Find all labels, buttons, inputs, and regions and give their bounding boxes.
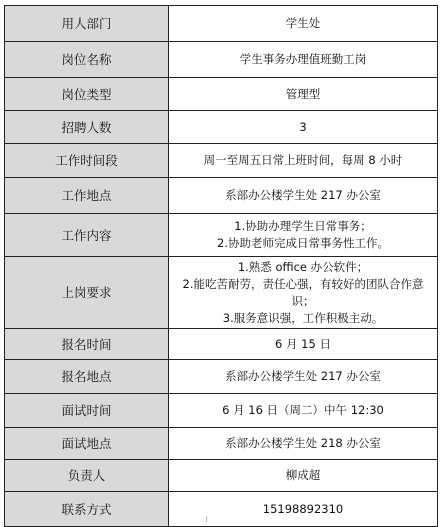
row-value	[169, 78, 438, 111]
row-label: 工作内容	[5, 214, 169, 257]
row-value	[169, 492, 438, 527]
value-line: 识；	[291, 293, 315, 308]
table-row	[5, 394, 438, 428]
value-line: 柳成超	[285, 468, 321, 482]
row-value	[169, 178, 438, 214]
row-value	[169, 428, 438, 460]
row-value	[169, 214, 438, 257]
value-line: 3	[299, 119, 307, 134]
value-line: 15198892310	[262, 501, 344, 516]
table-row	[5, 460, 438, 492]
row-label: 面试地点	[5, 428, 169, 460]
value-line: 学生事务办理值班勤工岗	[239, 52, 367, 66]
row-label: 上岗要求	[5, 257, 169, 329]
row-label: 岗位名称	[5, 42, 169, 78]
value-line: 3.服务意识强，工作积极主动。	[222, 310, 384, 325]
value-line: 管理型	[285, 86, 321, 101]
table-row	[5, 360, 438, 394]
table-row	[5, 428, 438, 460]
value-line: 学生处	[285, 16, 321, 30]
row-value	[169, 394, 438, 428]
table-row	[5, 42, 438, 78]
row-label: 面试时间	[5, 394, 169, 428]
table-row	[5, 329, 438, 360]
value-line: 6 月 16 日（周二）中午 12:30	[222, 403, 384, 417]
value-line: 6 月 15 日	[275, 336, 331, 351]
value-line: 系部办公楼学生处 217 办公室	[225, 369, 381, 383]
row-label: 工作地点	[5, 178, 169, 214]
value-line: 2.协助老师完成日常事务性工作。	[217, 236, 389, 250]
row-label: 负责人	[5, 460, 169, 492]
row-value	[169, 111, 438, 144]
row-value	[169, 360, 438, 394]
table-row	[5, 144, 438, 178]
job-posting-table	[4, 5, 438, 527]
table-row	[5, 492, 438, 527]
value-line: 1.协助办理学生日常事务；	[234, 219, 372, 233]
row-value	[169, 42, 438, 78]
row-label: 联系方式	[5, 492, 169, 527]
table-row	[5, 78, 438, 111]
row-value	[169, 257, 438, 329]
value-line: 系部办公楼学生处 217 办公室	[225, 188, 381, 202]
row-label: 报名地点	[5, 360, 169, 394]
row-value	[169, 329, 438, 360]
row-value	[169, 460, 438, 492]
value-line: 1.熟悉 office 办公软件；	[237, 259, 369, 274]
value-line: 周一至周五日常上班时间，每周 8 小时	[203, 153, 403, 167]
row-value	[169, 144, 438, 178]
row-label: 岗位类型	[5, 78, 169, 111]
page-edge-mark	[206, 516, 207, 522]
table-row	[5, 257, 438, 329]
table-row	[5, 6, 438, 42]
value-line: 2.能吃苦耐劳，责任心强，有较好的团队合作意	[182, 276, 424, 291]
row-value	[169, 6, 438, 42]
row-label: 报名时间	[5, 329, 169, 360]
row-label: 招聘人数	[5, 111, 169, 144]
table-row	[5, 214, 438, 257]
row-label: 用人部门	[5, 6, 169, 42]
row-label: 工作时间段	[5, 144, 169, 178]
table-row	[5, 111, 438, 144]
value-line: 系部办公楼学生处 218 办公室	[225, 436, 381, 450]
table-row	[5, 178, 438, 214]
